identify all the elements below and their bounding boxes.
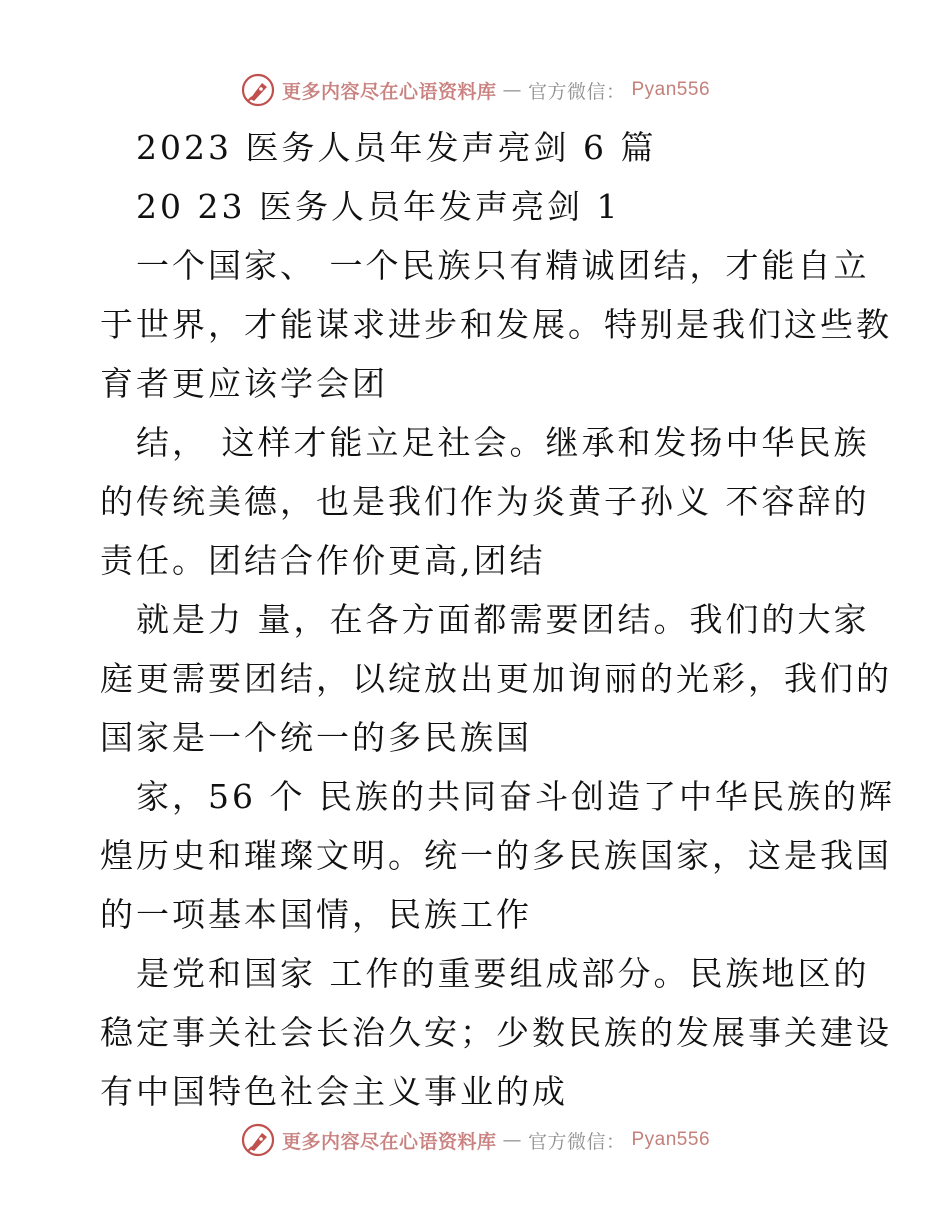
watermark-sub-text: 官方微信： xyxy=(527,80,626,103)
watermark-wechat-id: Pyan556 xyxy=(631,79,711,100)
text-line: 稳定事关社会长治久安；少数民族的发展事关建设 xyxy=(100,1013,892,1052)
watermark-dash: — xyxy=(502,1129,522,1151)
text-line: 责任。团结合作价更高,团结 xyxy=(100,541,546,580)
text-line: 于世界，才能谋求进步和发展。特别是我们这些教 xyxy=(100,305,892,344)
text-line: 一个国家、 一个民族只有精诚团结，才能自立 xyxy=(136,246,870,285)
watermark-sub-text: 官方微信： xyxy=(527,1130,626,1153)
text-line: 有中国特色社会主义事业的成 xyxy=(100,1072,568,1111)
watermark-main-text: 更多内容尽在心语资料库 xyxy=(281,80,497,103)
pen-tip-logo-icon xyxy=(240,1122,276,1158)
text-line: 家，56 个 民族的共同奋斗创造了中华民族的辉 xyxy=(136,777,895,816)
watermark-dash: — xyxy=(502,79,522,101)
watermark-main-text: 更多内容尽在心语资料库 xyxy=(281,1130,497,1153)
text-line: 的一项基本国情，民族工作 xyxy=(100,895,532,934)
pen-tip-logo-icon xyxy=(240,72,276,108)
watermark-wechat-id: Pyan556 xyxy=(631,1129,711,1150)
text-line: 庭更需要团结，以绽放出更加询丽的光彩，我们的 xyxy=(100,659,892,698)
text-line: 育者更应该学会团 xyxy=(100,364,388,403)
text-line: 结， 这样才能立足社会。继承和发扬中华民族 xyxy=(136,423,870,462)
watermark-footer xyxy=(0,1120,950,1160)
text-line: 是党和国家 工作的重要组成部分。民族地区的 xyxy=(136,954,870,993)
text-line: 的传统美德，也是我们作为炎黄子孙义 不容辞的 xyxy=(100,482,870,521)
document-body xyxy=(100,118,895,1121)
text-line: 20 23 医务人员年发声亮剑 1 xyxy=(136,187,621,226)
text-line: 煌历史和璀璨文明。统一的多民族国家，这是我国 xyxy=(100,836,892,875)
text-line: 就是力 量，在各方面都需要团结。我们的大家 xyxy=(136,600,870,639)
watermark-header xyxy=(0,70,950,110)
text-line: 2023 医务人员年发声亮剑 6 篇 xyxy=(136,128,657,167)
text-line: 国家是一个统一的多民族国 xyxy=(100,718,532,757)
